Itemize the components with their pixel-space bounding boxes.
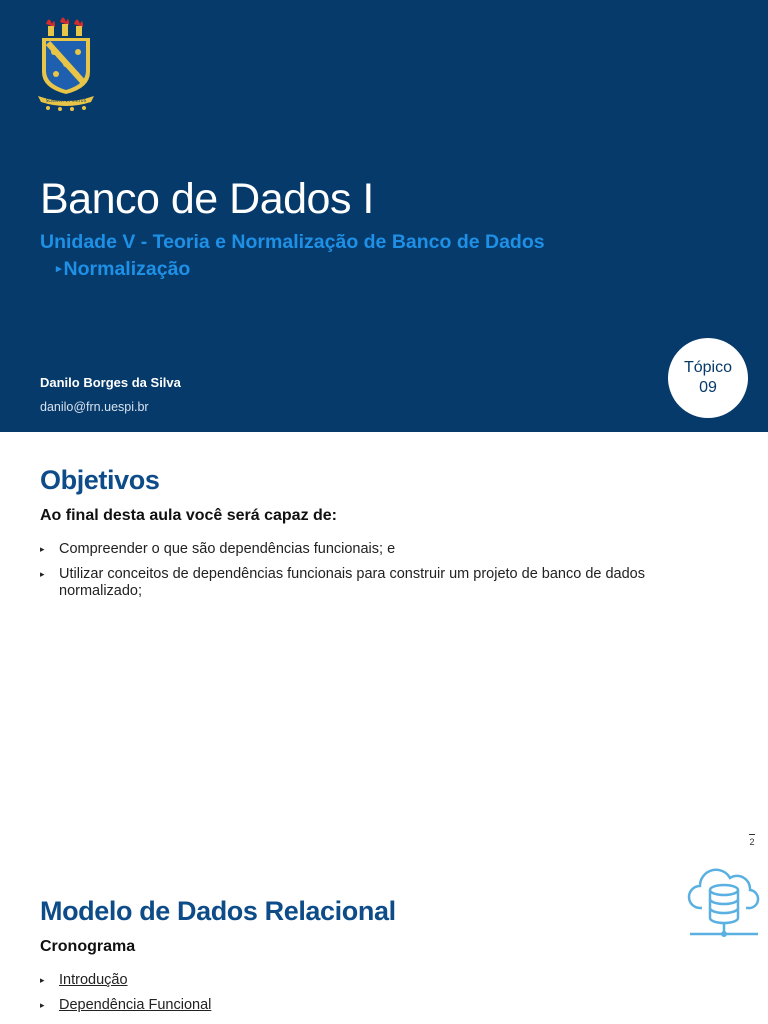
author-email: danilo@frn.uespi.br	[40, 400, 149, 414]
objectives-lead: Ao final desta aula você será capaz de:	[40, 507, 338, 524]
model-lead: Cronograma	[40, 938, 136, 955]
author-name: Danilo Borges da Silva	[40, 375, 181, 390]
subtopic	[56, 258, 190, 281]
university-crest-icon	[36, 12, 96, 112]
page-number: 2	[749, 834, 755, 847]
schedule-link[interactable]: Dependência Funcional	[59, 997, 212, 1013]
list-item[interactable]	[40, 972, 720, 989]
schedule-link[interactable]: Introdução	[59, 972, 128, 988]
topic-label: Tópico	[683, 359, 733, 376]
bullet-icon: ▸	[40, 1000, 45, 1010]
list-item: ▸ Utilizar conceitos de dependências funcionais para construir um projeto de banco de dados normalizado;	[40, 566, 645, 599]
list-item: ▸ Compreender o que são dependências funcionais; e	[40, 541, 396, 557]
presentation-title: Banco de Dados I	[40, 175, 374, 223]
schedule-list	[40, 972, 720, 1022]
topic-number: 09	[699, 379, 717, 396]
bullet-icon: ▸	[40, 569, 45, 579]
cloud-database-icon	[686, 864, 762, 938]
model-heading: Modelo de Dados Relacional	[40, 896, 396, 926]
unit-title: Unidade V - Teoria e Normalização de Banco de Dados	[40, 231, 545, 253]
objectives-list	[40, 541, 720, 608]
bullet-icon: ▸	[40, 544, 45, 554]
subtopic-label: Normalização	[63, 258, 191, 280]
topic-badge	[668, 338, 748, 418]
triangle-bullet-icon: ▸	[56, 263, 62, 275]
svg-text:SCIENTIA ET VIRTUS: SCIENTIA ET VIRTUS	[45, 98, 87, 103]
list-item[interactable]	[40, 997, 720, 1014]
bullet-icon: ▸	[40, 975, 45, 985]
objectives-heading: Objetivos	[40, 465, 160, 495]
cover-banner	[0, 0, 768, 432]
